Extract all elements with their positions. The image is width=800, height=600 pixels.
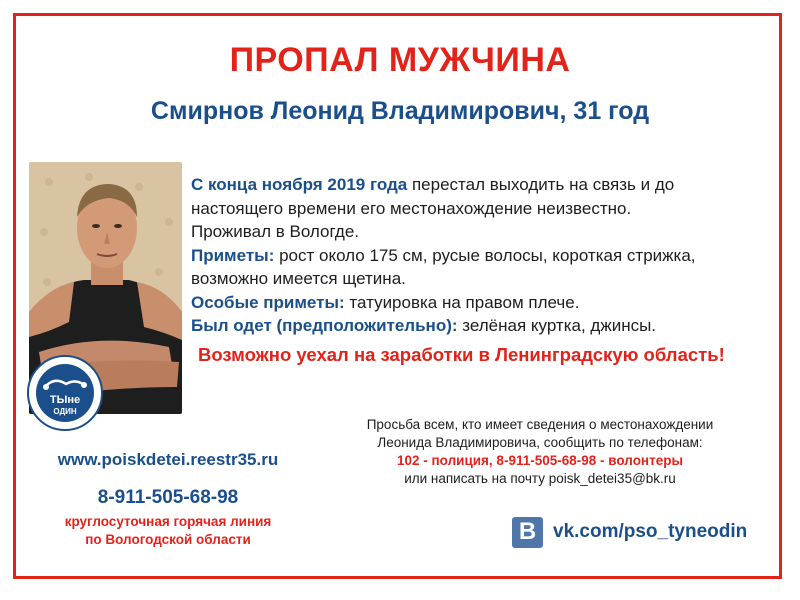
missing-person-name: Смирнов Леонид Владимирович, 31 год <box>150 97 650 125</box>
request-line-2: Леонида Владимировича, сообщить по телефонам: <box>377 435 703 450</box>
poster-title: ПРОПАЛ МУЖЧИНА <box>229 41 571 79</box>
request-line-1: Просьба всем, кто имеет сведения о местонахождении <box>366 417 714 432</box>
special-features-label: Особые приметы: <box>191 292 345 312</box>
hotline-caption-line-1: круглосуточная горячая линия <box>64 514 272 529</box>
vk-logo-icon: B <box>512 517 543 548</box>
description-line-4: Приметы: рост около 175 см, русые волосы, короткая стрижка, <box>191 245 696 265</box>
vk-link-block[interactable] <box>512 516 747 548</box>
emblem-text-top: ТЫне <box>49 394 81 406</box>
clothing-label: Был одет (предположительно): <box>191 316 458 335</box>
hotline-phone[interactable]: 8-911-505-68-98 <box>97 487 239 508</box>
vk-link[interactable]: vk.com/pso_tyneodin <box>553 521 748 542</box>
emblem-text-bottom: ОДИН <box>53 407 77 416</box>
description-line-7: Был одет (предположительно): зелёная куртка, джинсы. <box>191 316 657 335</box>
request-block <box>320 416 760 488</box>
disappearance-date: С конца ноября 2019 года <box>191 175 408 194</box>
request-phones: 102 - полиция, 8-911-505-68-98 - волонтеры <box>397 453 683 468</box>
features-label: Приметы: <box>191 245 275 265</box>
description-line-3: Проживал в Вологде. <box>191 222 360 241</box>
alert-text: Возможно уехал на заработки в Ленинградскую область! <box>198 344 725 365</box>
request-email: или написать на почту poisk_detei35@bk.ru <box>404 471 676 486</box>
website-link[interactable]: www.poiskdetei.reestr35.ru <box>57 450 279 469</box>
hotline-caption <box>33 513 303 549</box>
description-line-6: Особые приметы: татуировка на правом плече. <box>191 292 580 312</box>
description-line-2: настоящего времени его местонахождение неизвестно. <box>191 198 632 218</box>
description-line-1: С конца ноября 2019 года перестал выходить на связь и до <box>191 175 675 194</box>
description-block <box>191 173 751 338</box>
search-team-emblem-icon <box>26 354 104 432</box>
hotline-caption-line-2: по Вологодской области <box>85 532 251 547</box>
description-line-5: возможно имеется щетина. <box>191 269 406 288</box>
